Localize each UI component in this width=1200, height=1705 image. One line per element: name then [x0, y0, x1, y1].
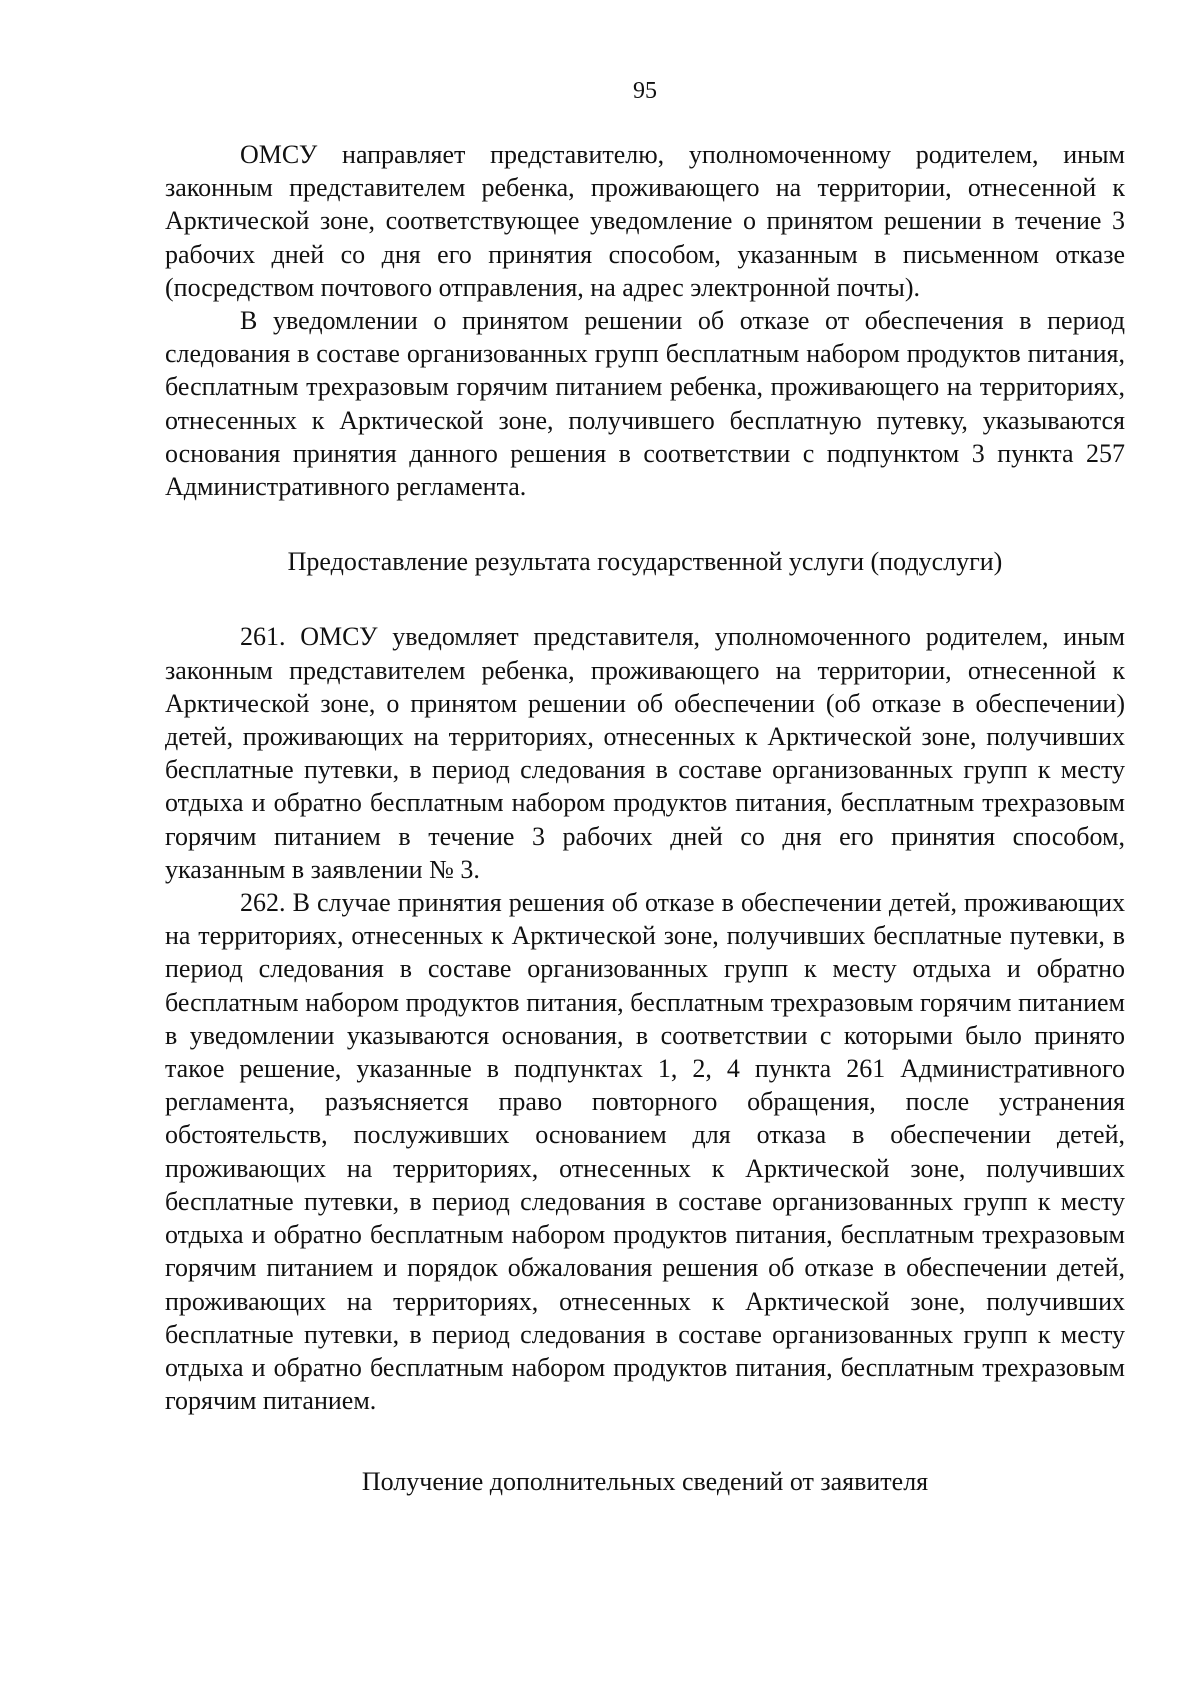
section-heading-result-provision: Предоставление результата государственной услуги (подуслуги): [287, 547, 1003, 577]
section-heading-additional-info: Получение дополнительных сведений от заявителя: [361, 1467, 929, 1497]
paragraph-261: 261. ОМСУ уведомляет представителя, уполномоченного родителем, иным законным представителем ребенка, проживающего на территории, отнесенной к Арктической зоне, о принятом решении об обеспечении (об отказе в обеспечении) детей, проживающих на территориях, отнесенных к Арктической зоне, получивших бесплатные путевки, в период следования в составе организованных групп к месту отдыха и обратно бесплатным набором продуктов питания, бесплатным трехразовым горячим питанием в течение 3 рабочих дней со дня его принятия способом, указанным в заявлении № 3.: [165, 622, 1125, 884]
document-body: [165, 138, 1125, 1499]
paragraph-notification-sending: ОМСУ направляет представителю, уполномоченному родителем, иным законным представителем ребенка, проживающего на территории, отнесенной к Арктической зоне, соответствующее уведомление о принятом решении в течение 3 рабочих дней со дня его принятия способом, указанным в письменном отказе (посредством почтового отправления, на адрес электронной почты).: [165, 140, 1125, 302]
page-number: 95: [633, 78, 657, 104]
paragraph-refusal-grounds: В уведомлении о принятом решении об отказе от обеспечения в период следования в составе организованных групп бесплатным набором продуктов питания, бесплатным трехразовым горячим питанием ребенка, проживающего на территориях, отнесенных к Арктической зоне, получившего бесплатную путевку, указываются основания принятия данного решения в соответствии с подпунктом 3 пункта 257 Административного регламента.: [165, 306, 1125, 502]
paragraph-262: 262. В случае принятия решения об отказе в обеспечении детей, проживающих на территориях, отнесенных к Арктической зоне, получивших бесплатные путевки, в период следования в составе организованных групп к месту отдыха и обратно бесплатным набором продуктов питания, бесплатным трехразовым горячим питанием в уведомлении указываются основания, в соответствии с которыми было принято такое решение, указанные в подпунктах 1, 2, 4 пункта 261 Административного регламента, разъясняется право повторного обращения, после устранения обстоятельств, послуживших основанием для отказа в обеспечении детей, проживающих на территориях, отнесенных к Арктической зоне, получивших бесплатные путевки, в период следования в составе организованных групп к месту отдыха и обратно бесплатным набором продуктов питания, бесплатным трехразовым горячим питанием и порядок обжалования решения об отказе в обеспечении детей, проживающих на территориях, отнесенных к Арктической зоне, получивших бесплатные путевки, в период следования в составе организованных групп к месту отдыха и обратно бесплатным набором продуктов питания, бесплатным трехразовым горячим питанием.: [165, 888, 1125, 1416]
